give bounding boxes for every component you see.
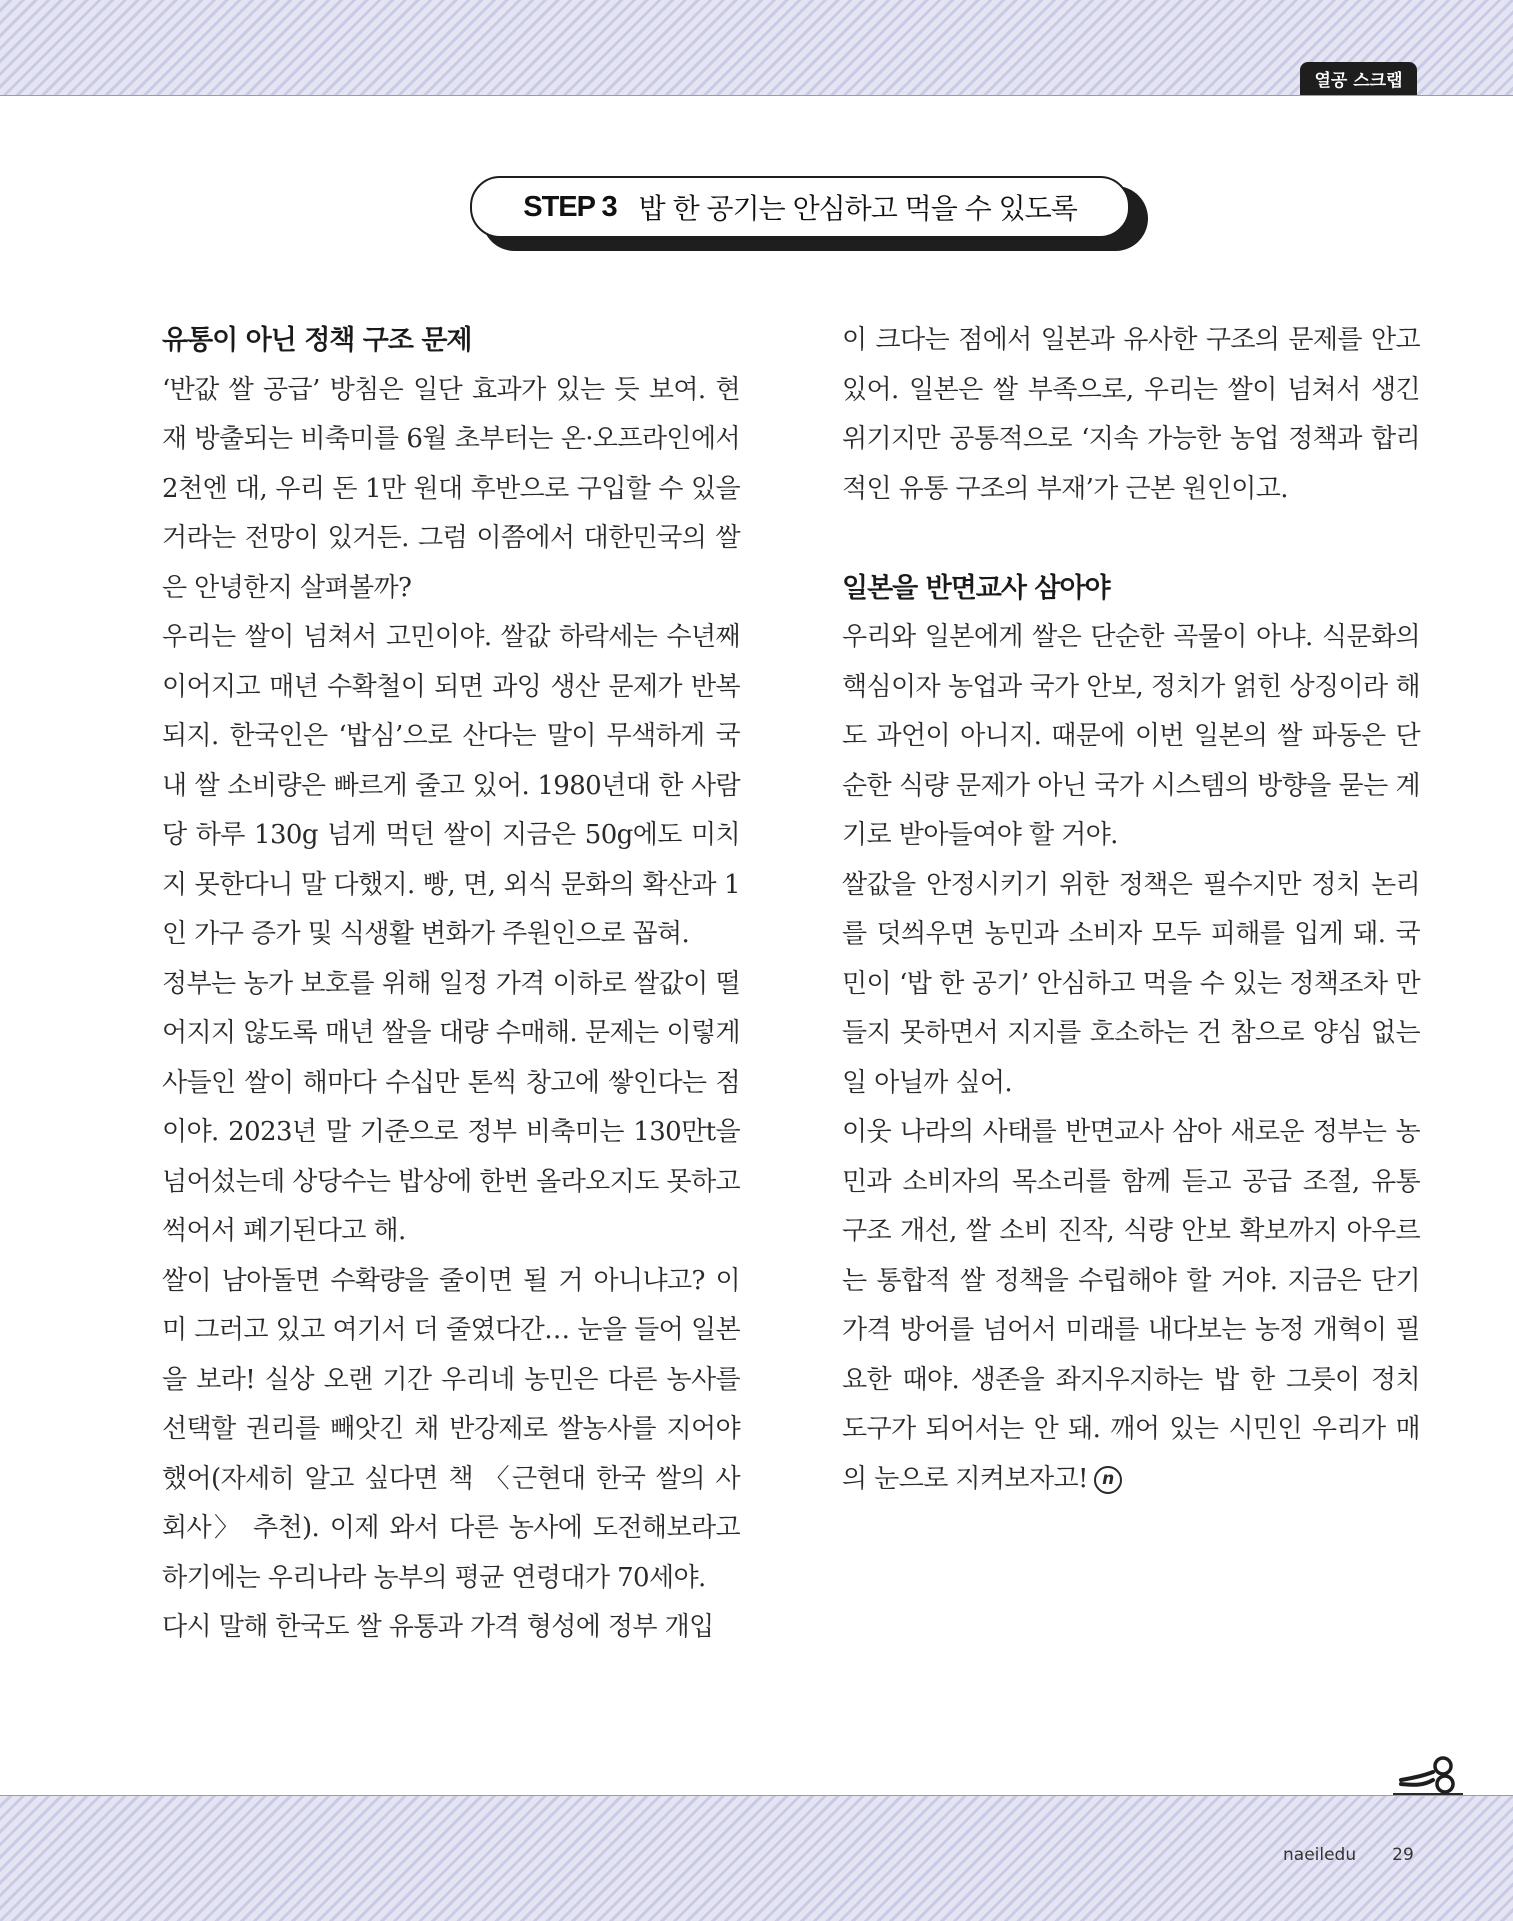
paragraph: ‘반값 쌀 공급’ 방침은 일단 효과가 있는 듯 보여. 현재 방출되는 비축미를 6월 초부터는 온·오프라인에서 2천엔 대, 우리 돈 1만 원대 후반으로 구입할 수 있을 거라는 전망이 있거든. 그럼 이쯤에서 대한민국의 쌀은 안녕한지 살펴볼까? bbox=[162, 374, 740, 603]
scissors-icon bbox=[1393, 1750, 1463, 1796]
paragraph: 다시 말해 한국도 쌀 유통과 가격 형성에 정부 개입 bbox=[162, 1612, 714, 1642]
paragraph-continuation: 이 크다는 점에서 일본과 유사한 구조의 문제를 안고 있어. 일본은 쌀 부족으로, 우리는 쌀이 넘쳐서 생긴 위기지만 공통적으로 ‘지속 가능한 농업 정책과 합리적인 유통 구조의 부재’가 근본 원인이고. bbox=[842, 325, 1420, 504]
paragraph: 우리와 일본에게 쌀은 단순한 곡물이 아냐. 식문화의 핵심이자 농업과 국가 안보, 정치가 얽힌 상징이라 해도 과언이 아니지. 때문에 이번 일본의 쌀 파동은 단순한 식량 문제가 아닌 국가 시스템의 방향을 묻는 계기로 받아들여야 할 거야. bbox=[842, 622, 1420, 850]
end-mark-icon: n bbox=[1094, 1466, 1122, 1494]
paragraph: 우리는 쌀이 넘쳐서 고민이야. 쌀값 하락세는 수년째 이어지고 매년 수확철이 되면 과잉 생산 문제가 반복되지. 한국인은 ‘밥심’으로 산다는 말이 무색하게 국내 쌀 소비량은 빠르게 줄고 있어. 1980년대 한 사람당 하루 130g 넘게 먹던 쌀이 지금은 50g에도 미치지 못한다니 말 다했지. 빵, 면, 외식 문화의 확산과 1인 가구 증가 및 식생활 변화가 주원인으로 꼽혀. bbox=[162, 622, 740, 949]
left-column bbox=[162, 316, 740, 1653]
top-stripe-band bbox=[0, 0, 1513, 96]
publication-name: naeiledu bbox=[1283, 1845, 1357, 1865]
section-heading: 일본을 반면교사 삼아야 bbox=[842, 572, 1110, 604]
step-label: STEP 3 bbox=[523, 190, 617, 223]
section-heading: 유통이 아닌 정책 구조 문제 bbox=[162, 325, 472, 356]
paragraph: 정부는 농가 보호를 위해 일정 가격 이하로 쌀값이 떨어지지 않도록 매년 쌀을 대량 수매해. 문제는 이렇게 사들인 쌀이 해마다 수십만 톤씩 창고에 쌓인다는 점이야. 2023년 말 기준으로 정부 비축미는 130만t을 넘어섰는데 상당수는 밥상에 한번 올라오지도 못하고 썩어서 폐기된다고 해. bbox=[162, 968, 740, 1246]
right-column bbox=[842, 316, 1420, 1504]
section-tab: 열공 스크랩 bbox=[1300, 62, 1417, 95]
paragraph: 쌀값을 안정시키기 위한 정책은 필수지만 정치 논리를 덧씌우면 농민과 소비자 모두 피해를 입게 돼. 국민이 ‘밥 한 공기’ 안심하고 먹을 수 있는 정책조차 만들지 못하면서 지지를 호소하는 건 참으로 양심 없는 일 아닐까 싶어. bbox=[842, 869, 1420, 1098]
page-number: 29 bbox=[1392, 1845, 1414, 1865]
step-title: 밥 한 공기는 안심하고 먹을 수 있도록 bbox=[638, 192, 1077, 225]
paragraph-final bbox=[842, 1108, 1420, 1504]
final-text: 이웃 나라의 사태를 반면교사 삼아 새로운 정부는 농민과 소비자의 목소리를 함께 듣고 공급 조절, 유통 구조 개선, 쌀 소비 진작, 식량 안보 확보까지 아우르는 통합적 쌀 정책을 수립해야 할 거야. 지금은 단기 가격 방어를 넘어서 미래를 내다보는 농정 개혁이 필요한 때야. 생존을 좌지우지하는 밥 한 그릇이 정치 도구가 되어서는 안 돼. 깨어 있는 시민인 우리가 매의 눈으로 지켜보자고! bbox=[842, 1117, 1420, 1494]
step-banner bbox=[470, 176, 1130, 238]
section-spacer bbox=[842, 514, 1420, 564]
paragraph: 쌀이 남아돌면 수확량을 줄이면 될 거 아니냐고? 이미 그러고 있고 여기서 더 줄였다간… 눈을 들어 일본을 보라! 실상 오랜 기간 우리네 농민은 다른 농사를 선택할 권리를 빼앗긴 채 반강제로 쌀농사를 지어야 했어(자세히 알고 싶다면 책 〈근현대 한국 쌀의 사회사〉 추천). 이제 와서 다른 농사에 도전해보라고 하기에는 우리나라 농부의 평균 연령대가 70세야. bbox=[162, 1265, 740, 1593]
page-footer bbox=[1283, 1845, 1414, 1865]
